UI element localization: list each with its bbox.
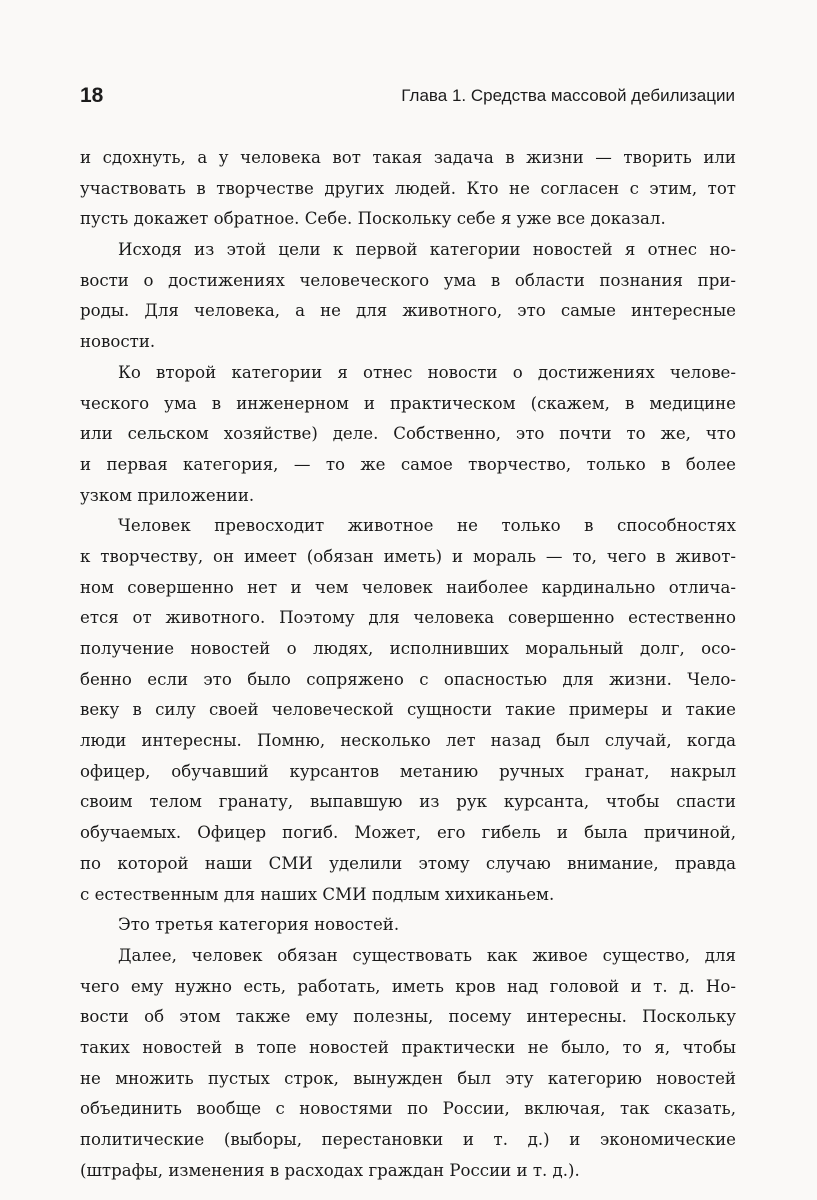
text-line: объединить вообще с новостями по России, включая, так сказать, — [80, 1099, 736, 1119]
paragraph — [80, 511, 736, 910]
text-line: Далее, человек обязан существовать как живое существо, для — [118, 945, 736, 965]
text-line: пусть докажет обратное. Себе. Поскольку себе я уже все доказал. — [80, 209, 666, 229]
text-line: вости о достижениях человеческого ума в области познания при- — [80, 270, 736, 290]
paragraph — [80, 235, 736, 358]
text-line: ческого ума в инженерном и практическом (скажем, в медицине — [80, 393, 736, 413]
text-line: ном совершенно нет и чем человек наиболее кардинально отлича- — [80, 577, 736, 597]
text-line: и сдохнуть, а у человека вот такая задача в жизни — творить или — [80, 148, 736, 167]
text-line: и первая категория, — то же самое творчество, только в более — [80, 454, 736, 474]
text-line: узком приложении. — [80, 485, 255, 505]
page-header — [80, 84, 735, 116]
text-line: таких новостей в топе новостей практически не было, то я, чтобы — [80, 1037, 736, 1057]
text-line: своим телом гранату, выпавшую из рук курсанта, чтобы спасти — [80, 792, 736, 812]
text-line: Человек превосходит животное не только в способностях — [118, 516, 736, 536]
text-line: роды. Для человека, а не для животного, это самые интересные — [80, 301, 736, 321]
page-number: 18 — [80, 84, 104, 107]
text-line: или сельском хозяйстве) деле. Собственно, это почти то же, что — [80, 424, 736, 444]
paragraph — [80, 143, 736, 235]
text-line: вости об этом также ему полезны, посему интересны. Поскольку — [80, 1007, 736, 1027]
text-line: (штрафы, изменения в расходах граждан России и т. д.). — [80, 1160, 580, 1180]
text-line: обучаемых. Офицер погиб. Может, его гибель и была причиной, — [80, 823, 736, 843]
paragraph — [80, 941, 736, 1187]
text-line: веку в силу своей человеческой сущности такие примеры и такие — [80, 700, 736, 720]
text-line: Ко второй категории я отнес новости о достижениях челове- — [118, 362, 736, 382]
text-line: с естественным для наших СМИ подлым хихиканьем. — [80, 884, 555, 904]
running-title: Глава 1. Средства массовой дебилизации — [401, 86, 735, 105]
text-line: новости. — [80, 332, 156, 352]
text-line: политические (выборы, перестановки и т. д.) и экономические — [80, 1130, 736, 1149]
text-line: чего ему нужно есть, работать, иметь кров над головой и т. д. Но- — [80, 976, 736, 996]
text-line: бенно если это было сопряжено с опасностью для жизни. Чело- — [80, 669, 736, 689]
text-line: люди интересны. Помню, несколько лет назад был случай, когда — [80, 731, 736, 751]
text-line: участвовать в творчестве других людей. Кто не согласен с этим, тот — [80, 178, 736, 198]
text-line: ется от животного. Поэтому для человека совершенно естественно — [80, 608, 736, 628]
text-line: не множить пустых строк, вынужден был эту категорию новостей — [80, 1068, 736, 1088]
text-line: офицер, обучавший курсантов метанию ручных гранат, накрыл — [80, 761, 736, 781]
text-line: Исходя из этой цели к первой категории новостей я отнес но- — [118, 240, 736, 260]
paragraph — [80, 910, 736, 941]
body-text — [80, 143, 736, 1186]
paragraph — [80, 358, 736, 511]
text-line: Это третья категория новостей. — [118, 915, 400, 935]
text-line: к творчеству, он имеет (обязан иметь) и мораль — то, чего в живот- — [80, 546, 736, 566]
text-line: по которой наши СМИ уделили этому случаю внимание, правда — [80, 853, 736, 873]
text-line: получение новостей о людях, исполнивших моральный долг, осо- — [80, 639, 736, 658]
